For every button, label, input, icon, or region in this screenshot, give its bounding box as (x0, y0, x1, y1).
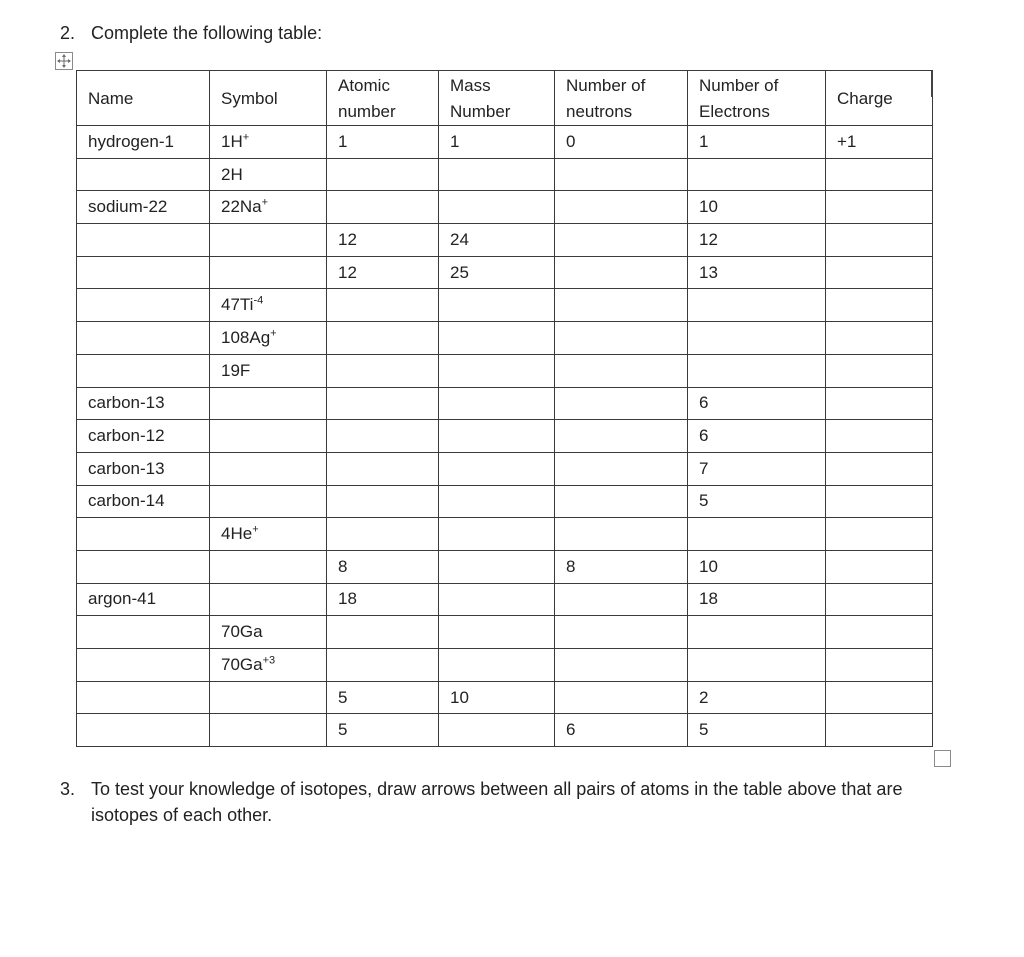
cell-electrons[interactable] (688, 322, 826, 355)
table-row (77, 322, 933, 355)
cell-electrons-text: 12 (699, 229, 718, 249)
table-row (77, 518, 933, 551)
cell-charge[interactable] (826, 649, 933, 682)
table-row (77, 681, 933, 714)
cell-mass[interactable] (439, 485, 555, 518)
cell-neutrons[interactable] (555, 550, 688, 583)
cell-symbol[interactable] (210, 191, 327, 224)
cell-name[interactable] (77, 485, 210, 518)
header-mass-line-2: Number (450, 101, 511, 121)
cell-electrons[interactable] (688, 126, 826, 159)
header-symbol (210, 71, 327, 126)
cell-name-text: carbon-13 (88, 458, 165, 478)
cell-atomic-text: 18 (338, 589, 357, 609)
cell-symbol-text: 4He (221, 524, 253, 544)
move-arrows-icon (56, 53, 72, 69)
header-neutrons (555, 71, 688, 126)
square-icon (935, 751, 950, 766)
table-header-row (77, 71, 933, 126)
cell-symbol[interactable] (210, 518, 327, 551)
cell-electrons[interactable] (688, 681, 826, 714)
cell-neutrons-text: 8 (566, 556, 576, 576)
cell-mass[interactable] (439, 550, 555, 583)
cell-name[interactable] (77, 191, 210, 224)
cell-neutrons[interactable] (555, 714, 688, 747)
question-3-text-2: isotopes of each other. (91, 805, 273, 825)
cell-charge[interactable] (826, 354, 933, 387)
cell-symbol[interactable] (210, 289, 327, 322)
symbol-superscript: + (252, 523, 259, 536)
cell-charge[interactable] (826, 387, 933, 420)
cell-mass[interactable] (439, 126, 555, 159)
table-row (77, 256, 933, 289)
isotope-table (76, 70, 933, 747)
cell-name[interactable] (77, 256, 210, 289)
table-row (77, 649, 933, 682)
cell-symbol[interactable] (210, 681, 327, 714)
cell-charge[interactable] (826, 518, 933, 551)
cell-atomic[interactable] (327, 322, 439, 355)
cell-name-text: carbon-14 (88, 491, 165, 511)
cell-symbol[interactable] (210, 126, 327, 159)
cell-neutrons-text: 0 (566, 131, 576, 151)
cell-neutrons[interactable] (555, 126, 688, 159)
cell-symbol-text: 108Ag (221, 327, 271, 347)
cell-electrons[interactable] (688, 354, 826, 387)
cell-mass[interactable] (439, 224, 555, 257)
cell-electrons[interactable] (688, 485, 826, 518)
table-move-handle[interactable] (55, 52, 73, 70)
cell-name-text: carbon-13 (88, 393, 165, 413)
cell-name[interactable] (77, 322, 210, 355)
question-3-line-1 (60, 776, 903, 802)
cell-mass[interactable] (439, 354, 555, 387)
cell-atomic[interactable] (327, 550, 439, 583)
question-2-text: Complete the following table: (91, 23, 323, 43)
cell-charge[interactable] (826, 714, 933, 747)
cell-neutrons[interactable] (555, 583, 688, 616)
cell-mass-text: 24 (450, 229, 469, 249)
cell-neutrons[interactable] (555, 289, 688, 322)
table-row (77, 289, 933, 322)
cell-charge[interactable] (826, 191, 933, 224)
cell-electrons-text: 10 (699, 556, 718, 576)
cell-name[interactable] (77, 452, 210, 485)
cell-atomic[interactable] (327, 158, 439, 191)
cell-electrons-text: 6 (699, 426, 709, 446)
cell-atomic[interactable] (327, 354, 439, 387)
cell-charge-text: +1 (837, 131, 857, 151)
cell-atomic[interactable] (327, 583, 439, 616)
symbol-superscript: + (270, 327, 277, 340)
table-row (77, 714, 933, 747)
cell-mass[interactable] (439, 387, 555, 420)
cell-mass[interactable] (439, 420, 555, 453)
cell-name-text: carbon-12 (88, 426, 165, 446)
cell-electrons-text: 5 (699, 491, 709, 511)
cell-symbol[interactable] (210, 256, 327, 289)
cell-neutrons[interactable] (555, 224, 688, 257)
cell-atomic[interactable] (327, 191, 439, 224)
cell-atomic[interactable] (327, 126, 439, 159)
cell-symbol-text: 70Ga (221, 654, 263, 674)
cell-mass[interactable] (439, 714, 555, 747)
header-name-line-1: Name (88, 88, 134, 108)
cell-name-text: argon-41 (88, 589, 157, 609)
cell-electrons-text: 13 (699, 262, 718, 282)
symbol-superscript: -4 (253, 294, 264, 307)
question-2-heading (60, 20, 323, 46)
cell-mass[interactable] (439, 616, 555, 649)
cell-neutrons[interactable] (555, 387, 688, 420)
table-row (77, 191, 933, 224)
cell-electrons[interactable] (688, 616, 826, 649)
cell-name-text: sodium-22 (88, 197, 168, 217)
question-2-number: 2. (60, 23, 76, 43)
cell-atomic[interactable] (327, 256, 439, 289)
cell-name[interactable] (77, 649, 210, 682)
cell-symbol[interactable] (210, 714, 327, 747)
cell-atomic-text: 1 (338, 131, 348, 151)
cell-symbol[interactable] (210, 322, 327, 355)
cell-electrons[interactable] (688, 224, 826, 257)
cell-symbol[interactable] (210, 550, 327, 583)
cell-symbol[interactable] (210, 420, 327, 453)
cell-electrons[interactable] (688, 550, 826, 583)
cell-charge[interactable] (826, 485, 933, 518)
table-row (77, 158, 933, 191)
cell-electrons[interactable] (688, 649, 826, 682)
cell-name-text: hydrogen-1 (88, 131, 175, 151)
cell-electrons-text: 1 (699, 131, 709, 151)
cell-symbol[interactable] (210, 387, 327, 420)
cell-charge[interactable] (826, 452, 933, 485)
question-3-number: 3. (60, 779, 76, 799)
header-mass (439, 71, 555, 126)
cell-neutrons[interactable] (555, 452, 688, 485)
header-atomic-line-2: number (338, 101, 396, 121)
cell-electrons[interactable] (688, 452, 826, 485)
symbol-superscript: +3 (262, 654, 276, 667)
cell-charge[interactable] (826, 550, 933, 583)
cell-mass[interactable] (439, 158, 555, 191)
header-charge (826, 71, 933, 126)
cell-symbol[interactable] (210, 616, 327, 649)
cell-symbol[interactable] (210, 158, 327, 191)
cell-neutrons[interactable] (555, 649, 688, 682)
cell-name[interactable] (77, 387, 210, 420)
cell-electrons[interactable] (688, 420, 826, 453)
cell-name[interactable] (77, 681, 210, 714)
cell-mass[interactable] (439, 256, 555, 289)
cell-atomic[interactable] (327, 649, 439, 682)
question-3-text-1: To test your knowledge of isotopes, draw arrows between all pairs of atoms in the table above that are (91, 779, 903, 799)
cell-neutrons[interactable] (555, 616, 688, 649)
symbol-superscript: + (261, 196, 269, 209)
cell-atomic-text: 12 (338, 262, 357, 282)
cell-charge[interactable] (826, 322, 933, 355)
cell-neutrons[interactable] (555, 158, 688, 191)
header-neutrons-line-2: neutrons (566, 101, 633, 121)
table-row (77, 126, 933, 159)
cell-mass-text: 1 (450, 131, 460, 151)
cell-symbol[interactable] (210, 485, 327, 518)
cell-atomic[interactable] (327, 420, 439, 453)
cell-name[interactable] (77, 354, 210, 387)
cell-symbol-text: 47Ti (221, 295, 254, 315)
cell-electrons-text: 7 (699, 458, 709, 478)
cell-electrons-text: 6 (699, 393, 709, 413)
cell-symbol[interactable] (210, 452, 327, 485)
cell-name[interactable] (77, 158, 210, 191)
cell-atomic[interactable] (327, 387, 439, 420)
table-row (77, 616, 933, 649)
cell-symbol[interactable] (210, 224, 327, 257)
cell-charge[interactable] (826, 681, 933, 714)
cell-mass[interactable] (439, 289, 555, 322)
cell-neutrons[interactable] (555, 420, 688, 453)
cell-name[interactable] (77, 714, 210, 747)
cell-neutrons[interactable] (555, 191, 688, 224)
cell-electrons[interactable] (688, 518, 826, 551)
table-row (77, 485, 933, 518)
cell-symbol-text: 22Na (221, 197, 262, 217)
cell-charge[interactable] (826, 616, 933, 649)
cell-atomic-text: 8 (338, 556, 348, 576)
table-row (77, 583, 933, 616)
cell-atomic-text: 5 (338, 720, 348, 740)
cell-electrons-text: 5 (699, 720, 709, 740)
cell-atomic[interactable] (327, 224, 439, 257)
cell-name[interactable] (77, 420, 210, 453)
row-end-marker (934, 750, 951, 767)
cell-neutrons[interactable] (555, 354, 688, 387)
cell-neutrons[interactable] (555, 681, 688, 714)
table-body (77, 71, 933, 747)
cell-atomic[interactable] (327, 289, 439, 322)
header-electrons (688, 71, 826, 126)
column-resize-cursor (931, 71, 933, 97)
cell-electrons[interactable] (688, 191, 826, 224)
cell-neutrons-text: 6 (566, 720, 576, 740)
cell-charge[interactable] (826, 420, 933, 453)
header-symbol-line-1: Symbol (221, 88, 278, 108)
cell-electrons[interactable] (688, 714, 826, 747)
cell-name[interactable] (77, 616, 210, 649)
cell-neutrons[interactable] (555, 256, 688, 289)
cell-neutrons[interactable] (555, 485, 688, 518)
cell-symbol-text: 70Ga (221, 622, 263, 642)
table-row (77, 550, 933, 583)
cell-mass[interactable] (439, 649, 555, 682)
cell-mass[interactable] (439, 583, 555, 616)
header-electrons-line-2: Electrons (699, 101, 770, 121)
cell-charge[interactable] (826, 158, 933, 191)
cell-electrons[interactable] (688, 256, 826, 289)
cell-atomic[interactable] (327, 452, 439, 485)
cell-charge[interactable] (826, 289, 933, 322)
cell-mass[interactable] (439, 452, 555, 485)
header-name (77, 71, 210, 126)
cell-charge[interactable] (826, 256, 933, 289)
table-row (77, 387, 933, 420)
cell-atomic-text: 12 (338, 229, 357, 249)
cell-atomic[interactable] (327, 616, 439, 649)
cell-name[interactable] (77, 550, 210, 583)
table-row (77, 452, 933, 485)
cell-electrons[interactable] (688, 289, 826, 322)
symbol-superscript: + (242, 131, 250, 144)
cell-electrons-text: 18 (699, 589, 718, 609)
cell-symbol-text: 19F (221, 360, 251, 380)
header-atomic-line-1: Atomic (338, 75, 390, 95)
cell-charge[interactable] (826, 583, 933, 616)
cell-electrons[interactable] (688, 387, 826, 420)
table-row (77, 224, 933, 257)
cell-atomic[interactable] (327, 681, 439, 714)
cell-mass[interactable] (439, 681, 555, 714)
header-charge-line-1: Charge (837, 88, 893, 108)
cell-mass[interactable] (439, 191, 555, 224)
cell-electrons[interactable] (688, 583, 826, 616)
cell-name[interactable] (77, 289, 210, 322)
cell-neutrons[interactable] (555, 518, 688, 551)
cell-name[interactable] (77, 583, 210, 616)
table-row (77, 354, 933, 387)
cell-atomic[interactable] (327, 518, 439, 551)
cell-mass[interactable] (439, 322, 555, 355)
cell-atomic[interactable] (327, 714, 439, 747)
cell-symbol-text: 2H (221, 164, 243, 184)
table-row (77, 420, 933, 453)
cell-charge[interactable] (826, 126, 933, 159)
cell-mass-text: 10 (450, 687, 469, 707)
header-neutrons-line-1: Number of (566, 75, 646, 95)
cell-mass-text: 25 (450, 262, 469, 282)
cell-symbol[interactable] (210, 583, 327, 616)
cell-name[interactable] (77, 518, 210, 551)
cell-mass[interactable] (439, 518, 555, 551)
header-atomic (327, 71, 439, 126)
cell-symbol[interactable] (210, 649, 327, 682)
cell-electrons-text: 10 (699, 197, 718, 217)
cell-electrons[interactable] (688, 158, 826, 191)
cell-symbol-text: 1H (221, 131, 243, 151)
header-mass-line-1: Mass (450, 75, 491, 95)
cell-symbol[interactable] (210, 354, 327, 387)
cell-charge[interactable] (826, 224, 933, 257)
cell-name[interactable] (77, 224, 210, 257)
header-electrons-line-1: Number of (699, 75, 779, 95)
cell-name[interactable] (77, 126, 210, 159)
cell-electrons-text: 2 (699, 687, 709, 707)
cell-neutrons[interactable] (555, 322, 688, 355)
cell-atomic[interactable] (327, 485, 439, 518)
cell-atomic-text: 5 (338, 687, 348, 707)
